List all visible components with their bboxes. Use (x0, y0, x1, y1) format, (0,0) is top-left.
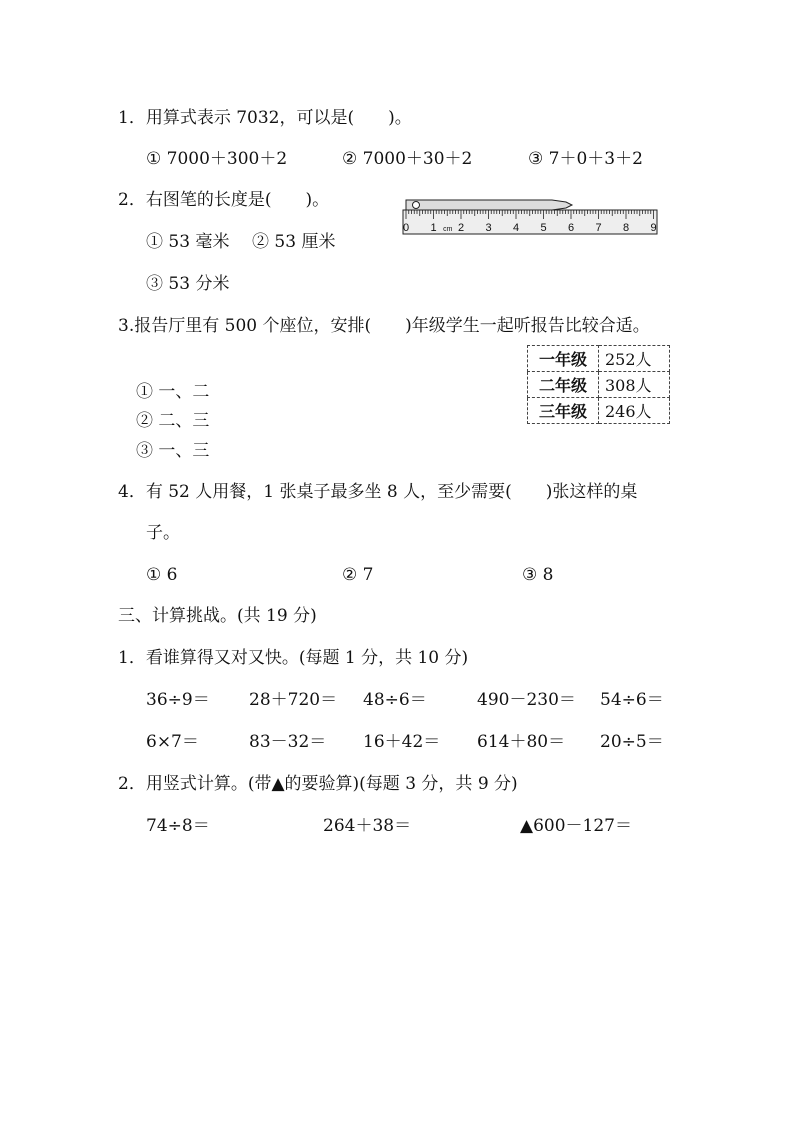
part1-title: 1．看谁算得又对又快。(每题 1 分，共 10 分) (118, 648, 469, 668)
q2-stem: 2．右图笔的长度是( )。 (118, 190, 330, 210)
table-row (528, 398, 670, 424)
q4-option-1: ① 6 (146, 565, 178, 585)
calc-item: 36÷9＝ (146, 690, 210, 710)
ruler-tick-label: 5 (540, 222, 547, 234)
q3-option-2: ② 二、三 (136, 411, 210, 431)
calc-item: 614＋80＝ (477, 732, 566, 752)
pen-ruler-figure (402, 193, 660, 237)
ruler-tick-label: 0 (402, 222, 410, 234)
ruler-tick-label: 1 (430, 222, 437, 234)
vertical-calc-item: 264＋38＝ (323, 816, 412, 836)
table-row (528, 372, 670, 398)
calc-item: 48÷6＝ (363, 690, 427, 710)
calc-item: 6×7＝ (146, 732, 199, 752)
ruler-tick-label: 2 (457, 222, 465, 234)
calc-item: 28＋720＝ (249, 690, 338, 710)
calc-item: 16＋42＝ (363, 732, 441, 752)
ruler-unit-label: cm (443, 226, 453, 233)
ruler-tick-label: 4 (512, 222, 520, 234)
ruler-tick-label: 9 (650, 222, 657, 234)
ruler-tick-label: 8 (622, 222, 630, 234)
calc-item: 490－230＝ (477, 690, 576, 710)
part2-title: 2．用竖式计算。(带▲的要验算)(每题 3 分，共 9 分) (118, 774, 518, 794)
q1-stem: 1．用算式表示 7032，可以是( )。 (118, 108, 412, 128)
pen-icon (406, 200, 572, 210)
ruler-tick-label: 7 (595, 222, 602, 234)
grade-cell: 一年级 (528, 346, 599, 372)
q2-option-2: ② 53 厘米 (252, 232, 336, 252)
q3-option-3: ③ 一、三 (136, 441, 210, 461)
q4-stem-line2: 子。 (146, 523, 180, 543)
count-cell: 246人 (599, 398, 670, 424)
q1-option-1: ① 7000＋300＋2 (146, 149, 288, 169)
calc-item: 20÷5＝ (600, 732, 664, 752)
q2-option-1: ① 53 毫米 (146, 232, 230, 252)
q4-option-3: ③ 8 (522, 565, 554, 585)
q1-option-3: ③ 7＋0＋3＋2 (528, 149, 643, 169)
grade-cell: 三年级 (528, 398, 599, 424)
count-cell: 308人 (599, 372, 670, 398)
ruler-tick-label: 3 (485, 222, 492, 234)
vertical-calc-item: 74÷8＝ (146, 816, 210, 836)
q4-stem-line1: 4．有 52 人用餐，1 张桌子最多坐 8 人，至少需要( )张这样的桌 (118, 482, 638, 502)
ruler-tick-label: 6 (567, 222, 575, 234)
q3-option-1: ① 一、二 (136, 382, 210, 402)
grade-table (527, 345, 670, 424)
calc-item: 83－32＝ (249, 732, 327, 752)
calc-item: 54÷6＝ (600, 690, 664, 710)
section-title: 三、计算挑战。(共 19 分) (118, 606, 317, 626)
q2-option-3: ③ 53 分米 (146, 274, 230, 294)
vertical-calc-item: ▲600－127＝ (520, 816, 632, 836)
table-row (528, 346, 670, 372)
q3-stem: 3.报告厅里有 500 个座位，安排( )年级学生一起听报告比较合适。 (118, 316, 650, 336)
q4-option-2: ② 7 (342, 565, 374, 585)
count-cell: 252人 (599, 346, 670, 372)
q1-option-2: ② 7000＋30＋2 (342, 149, 473, 169)
grade-cell: 二年级 (528, 372, 599, 398)
